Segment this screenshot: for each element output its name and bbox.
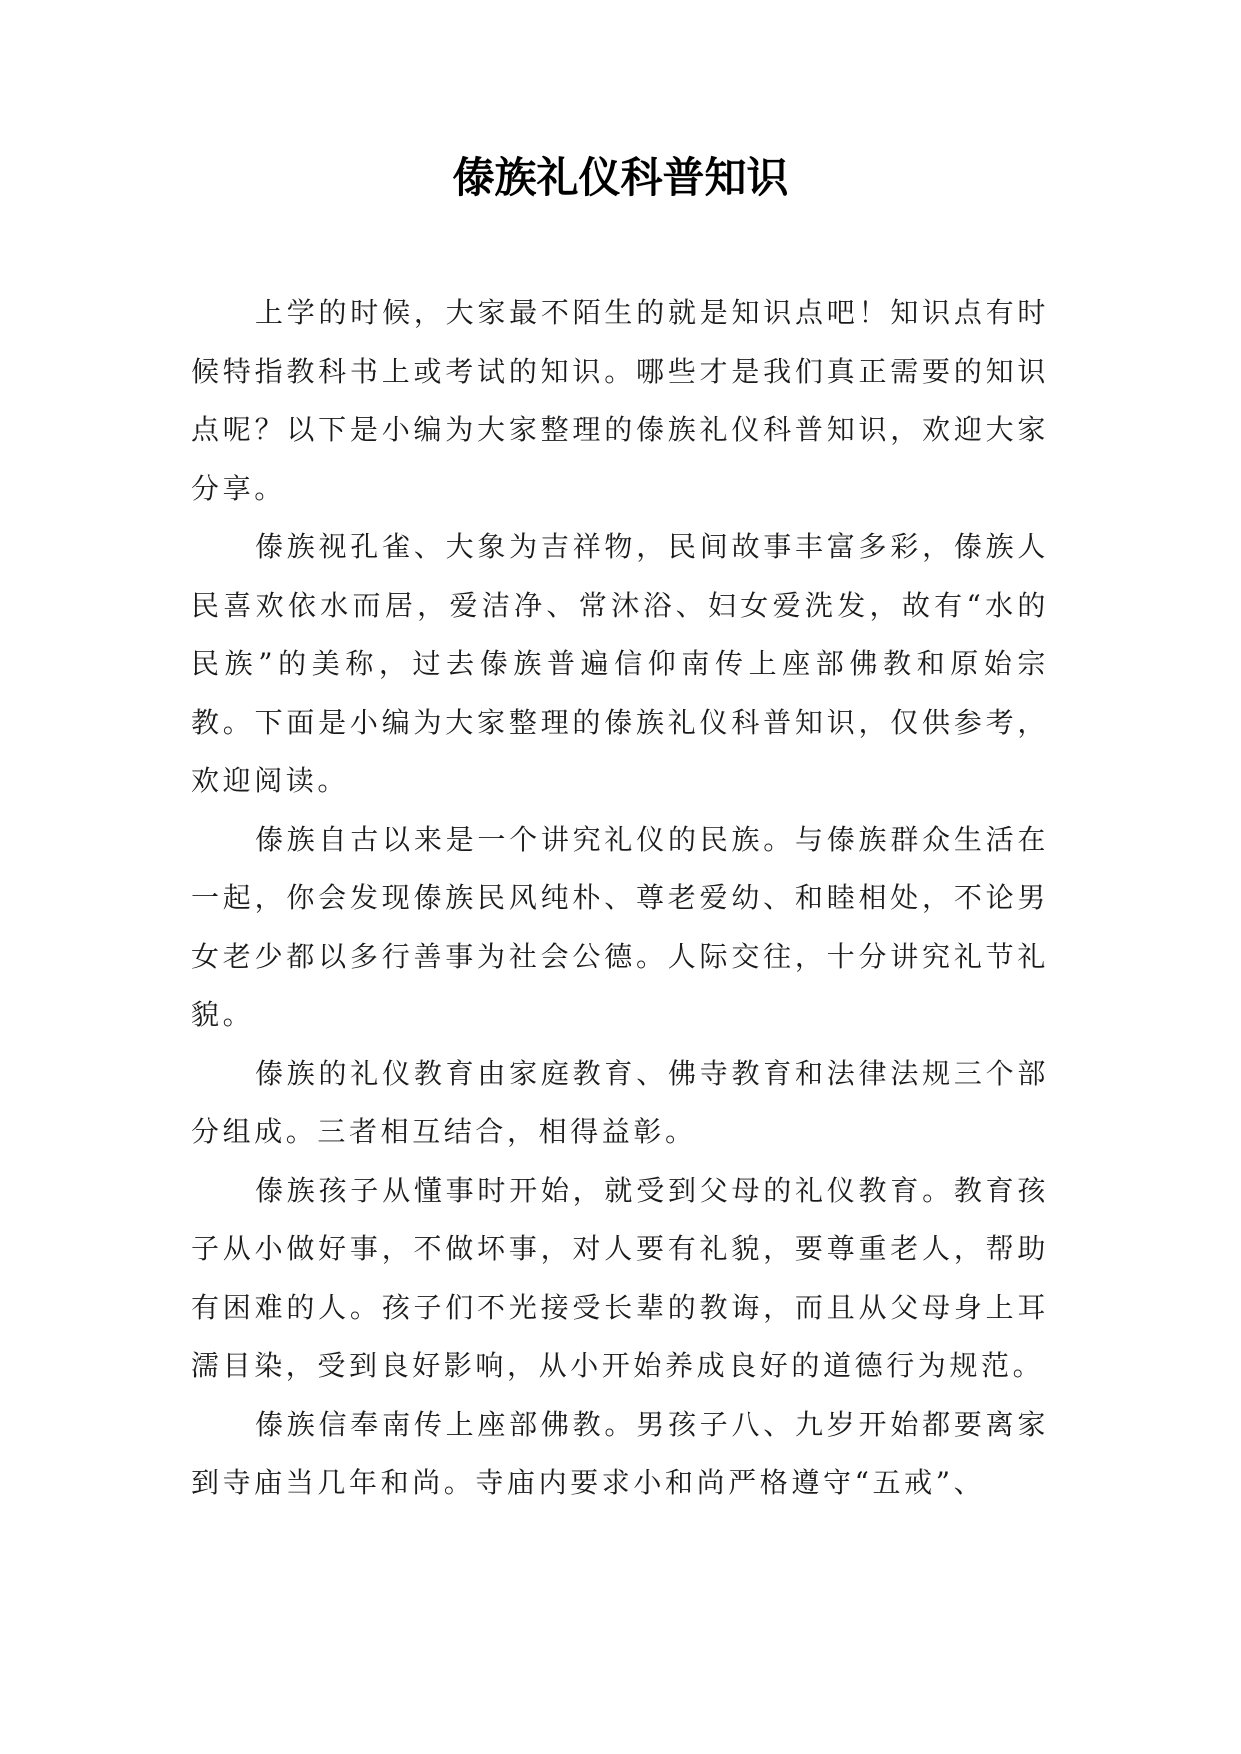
paragraph: 傣族信奉南传上座部佛教。男孩子八、九岁开始都要离家到寺庙当几年和尚。寺庙内要求小和尚严格遵守“五戒”、 xyxy=(191,1407,1049,1499)
document-body xyxy=(191,284,1049,1513)
document-title: 傣族礼仪科普知识 xyxy=(452,153,789,202)
paragraph: 上学的时候，大家最不陌生的就是知识点吧！知识点有时候特指教科书上或考试的知识。哪些才是我们真正需要的知识点呢？以下是小编为大家整理的傣族礼仪科普知识，欢迎大家分享。 xyxy=(191,296,1049,505)
paragraph: 傣族的礼仪教育由家庭教育、佛寺教育和法律法规三个部分组成。三者相互结合，相得益彰。 xyxy=(191,1056,1049,1148)
paragraph: 傣族孩子从懂事时开始，就受到父母的礼仪教育。教育孩子从小做好事，不做坏事，对人要有礼貌，要尊重老人，帮助有困难的人。孩子们不光接受长辈的教诲，而且从父母身上耳濡目染，受到良好影响，从小开始养成良好的道德行为规范。 xyxy=(191,1173,1049,1382)
paragraph: 傣族视孔雀、大象为吉祥物，民间故事丰富多彩，傣族人民喜欢依水而居，爱洁净、常沐浴、妇女爱洗发，故有“水的民族”的美称，过去傣族普遍信仰南传上座部佛教和原始宗教。下面是小编为大家整理的傣族礼仪科普知识，仅供参考，欢迎阅读。 xyxy=(191,530,1049,797)
paragraph: 傣族自古以来是一个讲究礼仪的民族。与傣族群众生活在一起，你会发现傣族民风纯朴、尊老爱幼、和睦相处，不论男女老少都以多行善事为社会公德。人际交往，十分讲究礼节礼貌。 xyxy=(191,822,1049,1031)
